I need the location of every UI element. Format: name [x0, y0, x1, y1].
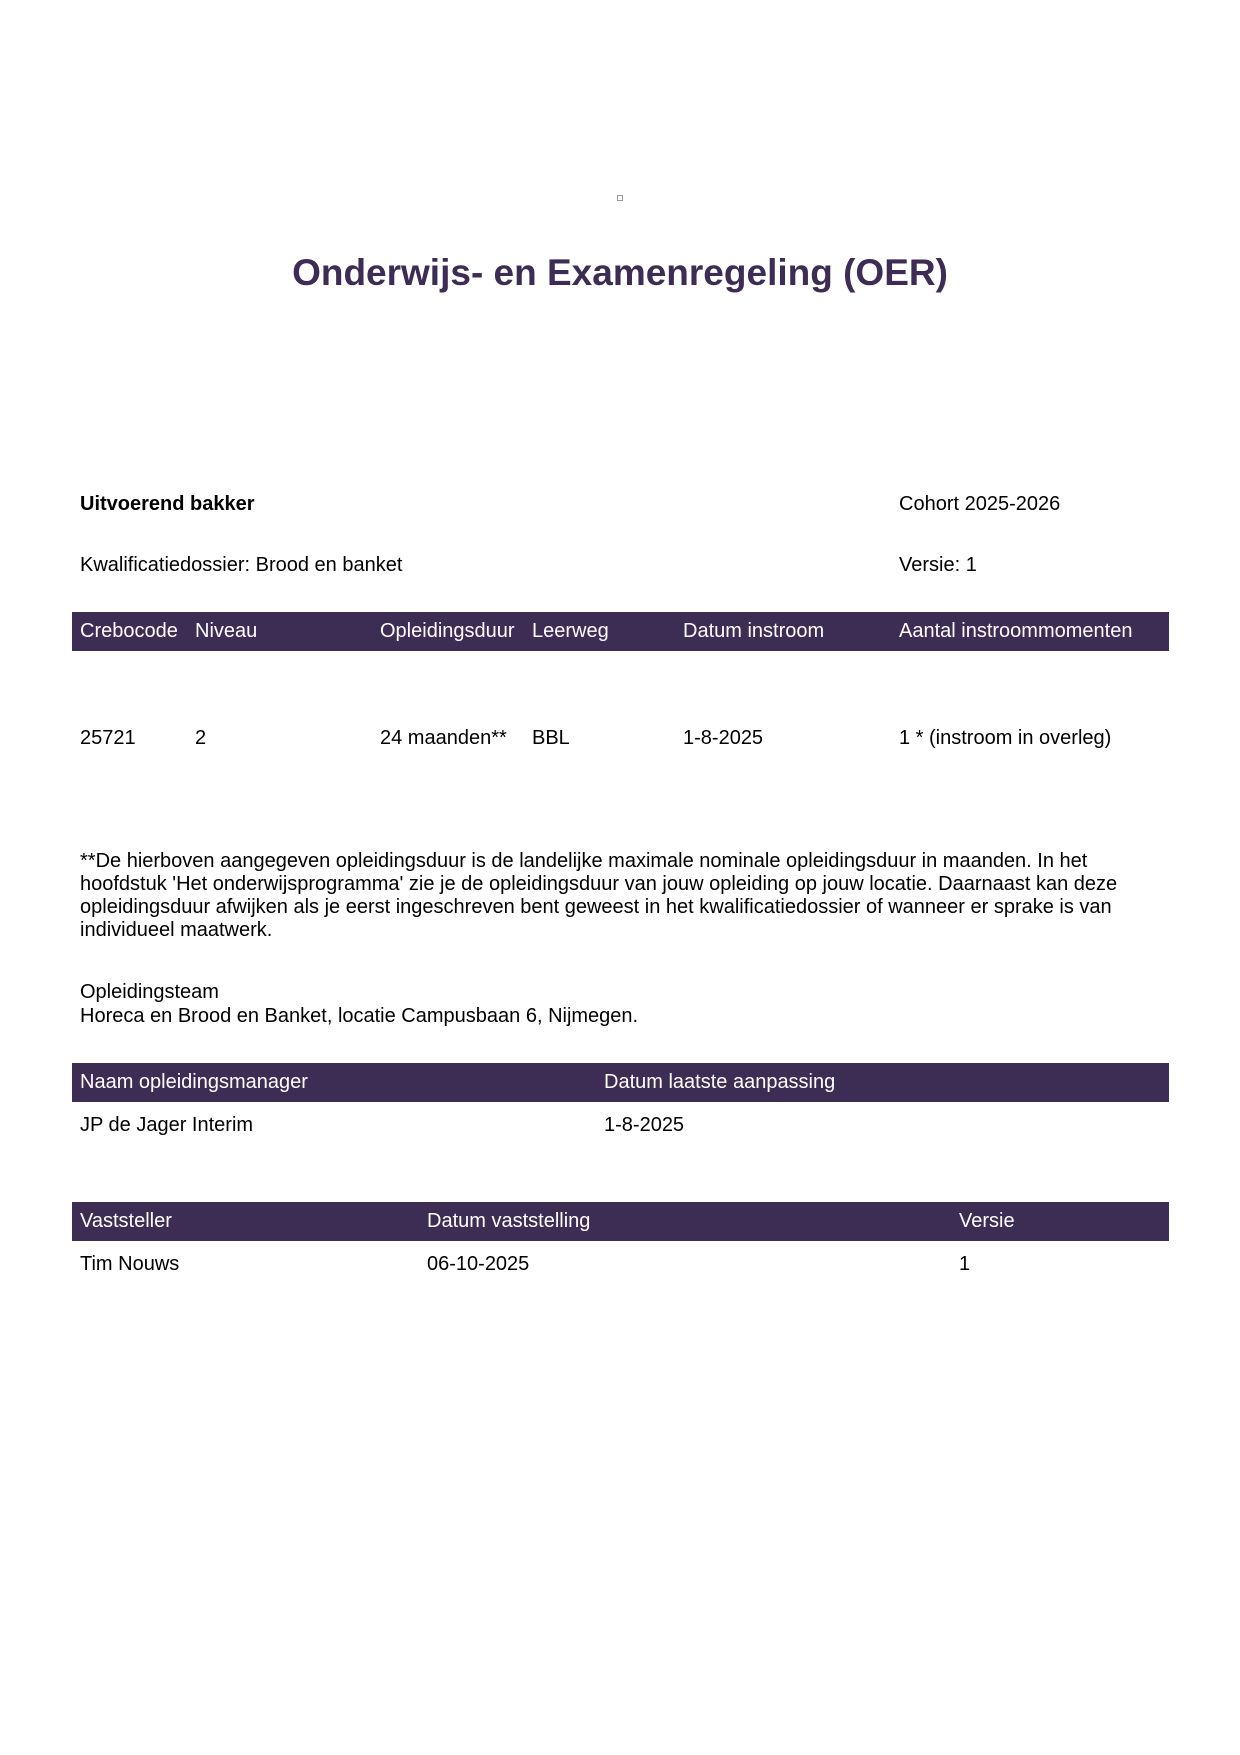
program-name: Uitvoerend bakker [80, 493, 255, 515]
column-header: Vaststeller [80, 1210, 172, 1232]
cell-manager-name: JP de Jager Interim [80, 1114, 254, 1136]
column-header: Crebocode [80, 620, 178, 642]
program-table-row [72, 727, 1169, 752]
cell-version: 1 [959, 1253, 971, 1275]
cell-niveau: 2 [195, 727, 207, 749]
version-label: Versie: 1 [899, 554, 977, 576]
column-header: Opleidingsduur [380, 620, 515, 642]
cell-opleidingsduur: 24 maanden** [380, 727, 507, 749]
page-title: Onderwijs- en Examenregeling (OER) [292, 252, 948, 293]
manager-table-header [72, 1063, 1169, 1102]
qualification-dossier: Kwalificatiedossier: Brood en banket [80, 554, 403, 576]
column-header: Datum laatste aanpassing [604, 1071, 836, 1093]
program-table-header [72, 612, 1169, 651]
cell-adopter: Tim Nouws [80, 1253, 180, 1275]
cell-leerweg: BBL [532, 727, 570, 749]
manager-table-row [72, 1114, 1169, 1139]
cell-datum-instroom: 1-8-2025 [683, 727, 764, 749]
column-header: Leerweg [532, 620, 609, 642]
column-header: Niveau [195, 620, 258, 642]
adoption-table-row [72, 1253, 1169, 1278]
cell-adoption-date: 06-10-2025 [427, 1253, 530, 1275]
column-header: Aantal instroommomenten [899, 620, 1133, 642]
column-header: Versie [959, 1210, 1015, 1232]
logo-placeholder-icon [617, 195, 623, 201]
cohort-label: Cohort 2025-2026 [899, 493, 1061, 515]
adoption-table-header [72, 1202, 1169, 1241]
column-header: Datum vaststelling [427, 1210, 591, 1232]
footnote: **De hierboven aangegeven opleidingsduur is de landelijke maximale nominale opleidingsduur in maanden. In het hoofdstuk 'Het onderwijsprogramma' zie je de opleidingsduur van jouw opleiding op jouw locatie. Daarnaast kan deze opleidingsduur afwijken als je eerst ingeschreven bent geweest in het kwalificatiedossier of wanneer er sprake is van individueel maatwerk. [80, 850, 1118, 941]
cell-crebocode: 25721 [80, 727, 136, 749]
column-header: Naam opleidingsmanager [80, 1071, 308, 1093]
cell-last-modified: 1-8-2025 [604, 1114, 685, 1136]
column-header: Datum instroom [683, 620, 825, 642]
cell-instroommomenten: 1 * (instroom in overleg) [899, 727, 1112, 749]
team-label: Opleidingsteam [80, 981, 219, 1003]
team-location: Horeca en Brood en Banket, locatie Campusbaan 6, Nijmegen. [80, 1005, 639, 1027]
